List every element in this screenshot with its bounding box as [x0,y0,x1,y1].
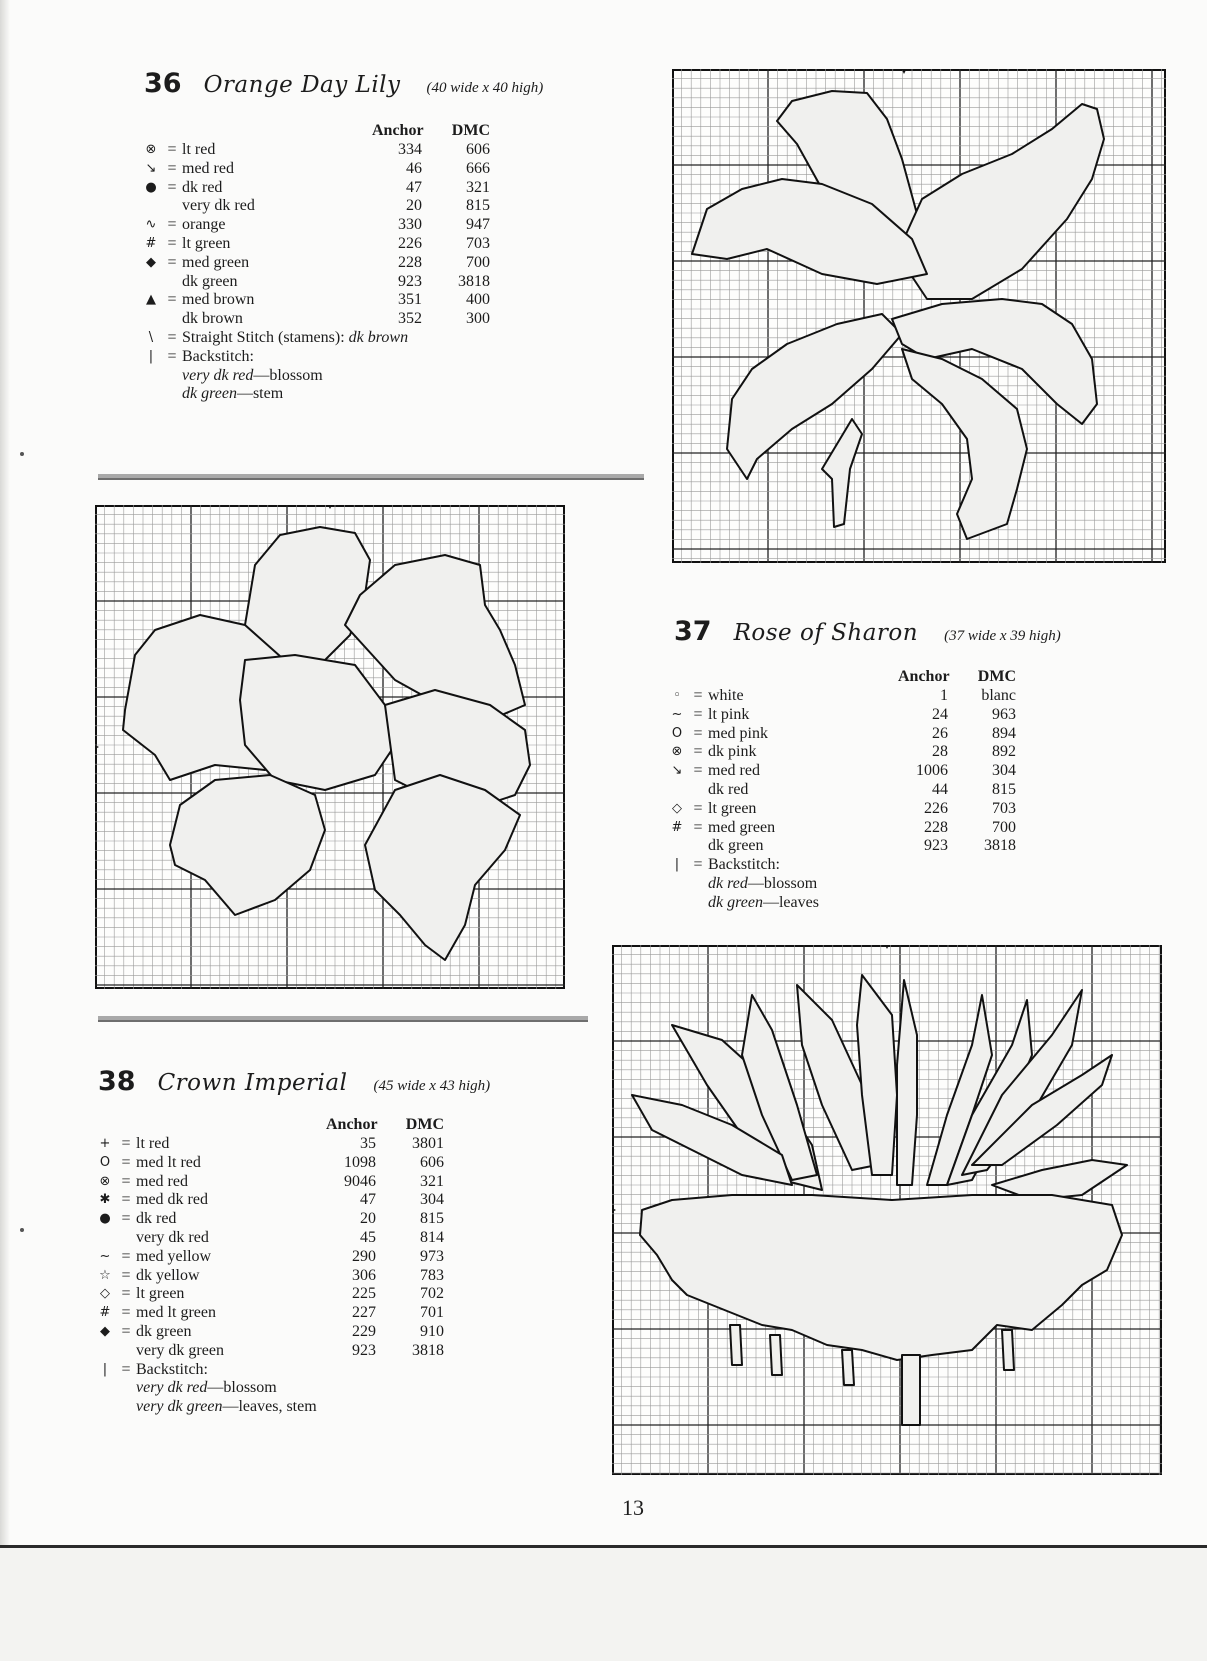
color-name: dk pink [708,743,757,761]
stitch-symbol: ☆ [99,1267,111,1283]
pattern-37-chart [95,505,565,989]
equals-sign: = [121,1153,131,1171]
anchor-number: 35 [360,1135,376,1152]
key-row [94,1229,444,1248]
equals-sign: = [693,705,703,723]
dmc-number: 700 [466,253,490,271]
backstitch-label: Backstitch: [708,856,780,874]
key-row [140,310,490,329]
color-name: lt red [136,1135,170,1152]
color-name: dk red [182,178,223,196]
backstitch-detail [666,894,1016,913]
color-name: dk green [708,837,764,855]
pattern-title: Crown Imperial [157,1070,348,1096]
equals-sign: = [693,818,703,836]
crown-stem [902,1355,920,1425]
page-number: 13 [622,1495,644,1520]
anchor-number: 923 [398,272,422,290]
key-row [140,291,490,310]
color-name: med green [182,253,250,271]
stitch-symbol [666,837,688,856]
equals-sign [162,197,182,216]
straight-stitch-color: dk brown [348,328,409,346]
key-column-headers [140,122,490,141]
backstitch-detail [140,367,490,386]
stitch-symbol: ▲ [146,292,156,308]
scan-background [0,1548,1207,1661]
stitch-symbol: ~ [99,1248,111,1264]
key-row [94,1323,444,1342]
key-row [94,1267,444,1286]
dmc-number: 304 [992,762,1016,780]
backstitch-color: very dk red [136,1379,208,1397]
dmc-number: 783 [420,1266,444,1284]
straight-stitch-symbol: \ [148,329,154,345]
anchor-number: 923 [352,1341,376,1359]
equals-sign: = [167,234,177,252]
crown-bell-tip [770,1335,782,1375]
straight-stitch-row: \ = Straight Stitch (stamens): dk brown [140,329,490,348]
color-name: very dk red [136,1228,209,1246]
dmc-number: 947 [466,216,490,234]
anchor-number: 44 [932,780,948,798]
equals-sign: = [167,141,177,158]
key-row [666,781,1016,800]
key-row [666,837,1016,856]
key-row [666,725,1016,744]
key-row [94,1210,444,1229]
color-name: dk brown [182,310,243,328]
key-row [94,1154,444,1173]
backstitch-part: —blossom [207,1379,277,1397]
anchor-number: 1 [940,687,948,704]
stitch-symbol: ● [99,1211,111,1227]
anchor-number: 46 [406,159,422,177]
pattern-37-color-key [666,668,1016,913]
key-row [140,141,490,160]
key-row [94,1285,444,1304]
stitch-symbol [140,197,162,216]
equals-sign [116,1342,136,1361]
dmc-number: 815 [992,780,1016,798]
stitch-symbol: O [99,1154,111,1170]
dmc-number: 815 [466,197,490,215]
dmc-header: DMC [405,1116,444,1133]
key-row [666,743,1016,762]
key-row [140,235,490,254]
stitch-symbol: # [671,819,683,835]
backstitch-row: | = Backstitch: [94,1361,444,1380]
color-name: med brown [182,291,255,309]
anchor-number: 1098 [344,1153,376,1171]
anchor-number: 351 [398,291,422,309]
section-divider [98,1016,588,1022]
anchor-header: Anchor [326,1116,378,1133]
dmc-number: 700 [992,818,1016,836]
stitch-symbol: # [99,1305,111,1321]
equals-sign [162,273,182,292]
backstitch-row: | = Backstitch: [666,856,1016,875]
backstitch-detail [666,875,1016,894]
pattern-37-heading [674,616,1061,647]
anchor-number: 45 [360,1228,376,1246]
dmc-number: 973 [420,1247,444,1265]
backstitch-symbol: | [674,857,680,873]
key-column-headers [94,1116,444,1135]
equals-sign: = [121,1210,131,1228]
pattern-36-heading [144,68,543,99]
anchor-number: 226 [924,799,948,817]
dmc-number: 304 [420,1191,444,1209]
equals-sign [688,837,708,856]
key-row [140,160,490,179]
stitch-symbol [94,1229,116,1248]
key-row [94,1191,444,1210]
dmc-number: 321 [466,178,490,196]
crown-bell-tip [730,1325,742,1365]
backstitch-detail [94,1379,444,1398]
pattern-number: 38 [98,1066,136,1097]
pattern-size: (45 wide x 43 high) [373,1078,491,1094]
pattern-size: (37 wide x 39 high) [944,628,1061,644]
dmc-number: 3818 [412,1341,444,1359]
equals-sign: = [693,743,703,761]
color-name: lt pink [708,705,750,723]
equals-sign: = [693,799,703,817]
stitch-symbol: ↘ [671,763,683,779]
stitch-symbol [94,1342,116,1361]
stitch-symbol: O [671,725,683,741]
backstitch-row: | = Backstitch: [140,348,490,367]
equals-sign [162,310,182,329]
equals-sign: = [167,291,177,309]
backstitch-part: —leaves, stem [222,1398,317,1416]
anchor-number: 226 [398,234,422,252]
pattern-38-color-key [94,1116,444,1417]
stitch-symbol [140,273,162,292]
color-name: lt red [182,141,216,158]
anchor-number: 28 [932,743,948,761]
anchor-number: 26 [932,724,948,742]
dmc-number: 814 [420,1228,444,1246]
dmc-number: 606 [420,1153,444,1171]
anchor-number: 334 [398,141,422,158]
key-row [94,1248,444,1267]
stitch-symbol: ◇ [672,800,682,816]
stitch-symbol: ● [145,179,157,195]
key-row [94,1173,444,1192]
equals-sign [116,1229,136,1248]
key-row [94,1342,444,1361]
key-row [94,1135,444,1154]
equals-sign: = [167,216,177,234]
color-name: very dk red [182,197,255,215]
stitch-symbol: + [99,1136,111,1151]
backstitch-color: dk green [182,385,237,403]
equals-sign: = [693,724,703,742]
anchor-number: 228 [924,818,948,836]
backstitch-color: dk green [708,893,763,911]
stitch-symbol: ◆ [100,1323,110,1339]
color-name: med yellow [136,1247,212,1265]
backstitch-part: —stem [236,385,284,403]
anchor-number: 228 [398,253,422,271]
equals-sign: = [693,687,703,704]
backstitch-detail [140,385,490,404]
equals-sign: = [167,253,177,271]
crown-bell-tip [1002,1330,1014,1370]
dmc-number: 963 [992,705,1016,723]
stitch-symbol: ~ [671,706,683,722]
stitch-symbol: ⊗ [99,1173,111,1189]
backstitch-part: —leaves [762,893,819,911]
key-row [666,762,1016,781]
dmc-number: 321 [420,1172,444,1190]
stitch-symbol: ⊗ [671,744,683,760]
anchor-number: 290 [352,1247,376,1265]
dmc-number: 300 [466,310,490,328]
dmc-number: 703 [992,799,1016,817]
straight-stitch-label: Straight Stitch (stamens): [182,328,345,346]
color-name: med pink [708,724,768,742]
equals-sign: = [121,1285,131,1303]
anchor-number: 352 [398,310,422,328]
stitch-symbol: ◆ [146,254,156,270]
equals-sign: = [121,1247,131,1265]
stitch-symbol [666,781,688,800]
color-name: med green [708,818,776,836]
key-row [666,800,1016,819]
stitch-symbol: ↘ [145,160,157,176]
anchor-number: 20 [360,1210,376,1228]
color-name: med lt red [136,1153,201,1171]
color-name: very dk green [136,1341,224,1359]
stitch-symbol [140,310,162,329]
color-name: dk yellow [136,1266,200,1284]
anchor-number: 227 [352,1304,376,1322]
equals-sign: = [121,1172,131,1190]
anchor-number: 1006 [916,762,948,780]
equals-sign: = [121,1266,131,1284]
key-row [140,273,490,292]
pattern-number: 36 [144,68,182,99]
equals-sign: = [167,159,177,177]
equals-sign: = [121,1135,131,1152]
pattern-38-chart [612,945,1162,1475]
dmc-number: 910 [420,1322,444,1340]
binding-dot [20,452,24,456]
dmc-number: 3818 [984,837,1016,855]
dmc-number: 703 [466,234,490,252]
dmc-number: 892 [992,743,1016,761]
anchor-number: 306 [352,1266,376,1284]
color-name: white [708,687,744,704]
backstitch-color: very dk red [182,366,254,384]
color-name: med lt green [136,1304,216,1322]
color-name: dk green [182,272,238,290]
dmc-number: 3801 [412,1135,444,1152]
anchor-number: 47 [360,1191,376,1209]
anchor-number: 24 [932,705,948,723]
backstitch-part: —blossom [747,874,818,892]
backstitch-symbol: | [102,1361,108,1377]
key-row [666,706,1016,725]
key-row [666,687,1016,706]
dmc-number: 894 [992,724,1016,742]
equals-sign: = [121,1322,131,1340]
anchor-number: 923 [924,837,948,855]
dmc-header: DMC [977,668,1016,685]
anchor-header: Anchor [372,122,424,139]
pattern-36-chart [672,69,1166,563]
stitch-symbol: ✱ [99,1192,111,1208]
page-binding-shadow [0,0,10,1661]
stitch-symbol: ◦ [673,688,681,703]
color-name: med red [136,1172,188,1190]
color-name: med red [708,762,760,780]
color-name: med dk red [136,1191,208,1209]
key-column-headers [666,668,1016,687]
anchor-number: 20 [406,197,422,215]
dmc-number: blanc [981,687,1016,704]
equals-sign: = [121,1304,131,1322]
equals-sign: = [167,178,177,196]
backstitch-label: Backstitch: [182,347,254,365]
stitch-symbol: ∿ [145,217,157,233]
backstitch-part: —blossom [253,366,323,384]
stitch-symbol: # [145,235,157,251]
equals-sign: = [693,762,703,780]
dmc-number: 702 [420,1285,444,1303]
backstitch-detail [94,1398,444,1417]
pattern-number: 37 [674,616,712,647]
color-name: lt green [182,234,231,252]
dmc-number: 606 [466,141,490,158]
dmc-number: 3818 [458,272,490,290]
backstitch-symbol: | [148,348,154,364]
color-name: med red [182,159,234,177]
backstitch-color: dk red [708,874,748,892]
equals-sign [688,781,708,800]
anchor-header: Anchor [898,668,950,685]
key-row [140,216,490,235]
dmc-header: DMC [451,122,490,139]
color-name: lt green [136,1285,185,1303]
dmc-number: 701 [420,1304,444,1322]
dmc-number: 666 [466,159,490,177]
color-name: lt green [708,799,757,817]
anchor-number: 229 [352,1322,376,1340]
anchor-number: 330 [398,216,422,234]
anchor-number: 225 [352,1285,376,1303]
backstitch-color: very dk green [136,1398,223,1416]
section-divider [98,474,644,480]
color-name: dk red [136,1210,177,1228]
color-name: dk green [136,1322,192,1340]
backstitch-label: Backstitch: [136,1360,208,1378]
color-name: orange [182,216,226,234]
key-row [140,179,490,198]
pattern-38-heading [98,1066,490,1097]
pattern-title: Rose of Sharon [733,620,919,646]
pattern-title: Orange Day Lily [203,72,401,98]
stitch-symbol: ⊗ [145,142,157,157]
key-row [140,254,490,273]
crown-bell-tip [842,1350,854,1385]
key-row [666,819,1016,838]
equals-sign: = [121,1191,131,1209]
anchor-number: 47 [406,178,422,196]
pattern-36-color-key [140,122,490,404]
dmc-number: 400 [466,291,490,309]
pattern-size: (40 wide x 40 high) [426,80,544,96]
key-row [140,197,490,216]
key-row [94,1304,444,1323]
binding-dot [20,1228,24,1232]
dmc-number: 815 [420,1210,444,1228]
color-name: dk red [708,780,749,798]
anchor-number: 9046 [344,1172,376,1190]
stitch-symbol: ◇ [100,1286,110,1302]
